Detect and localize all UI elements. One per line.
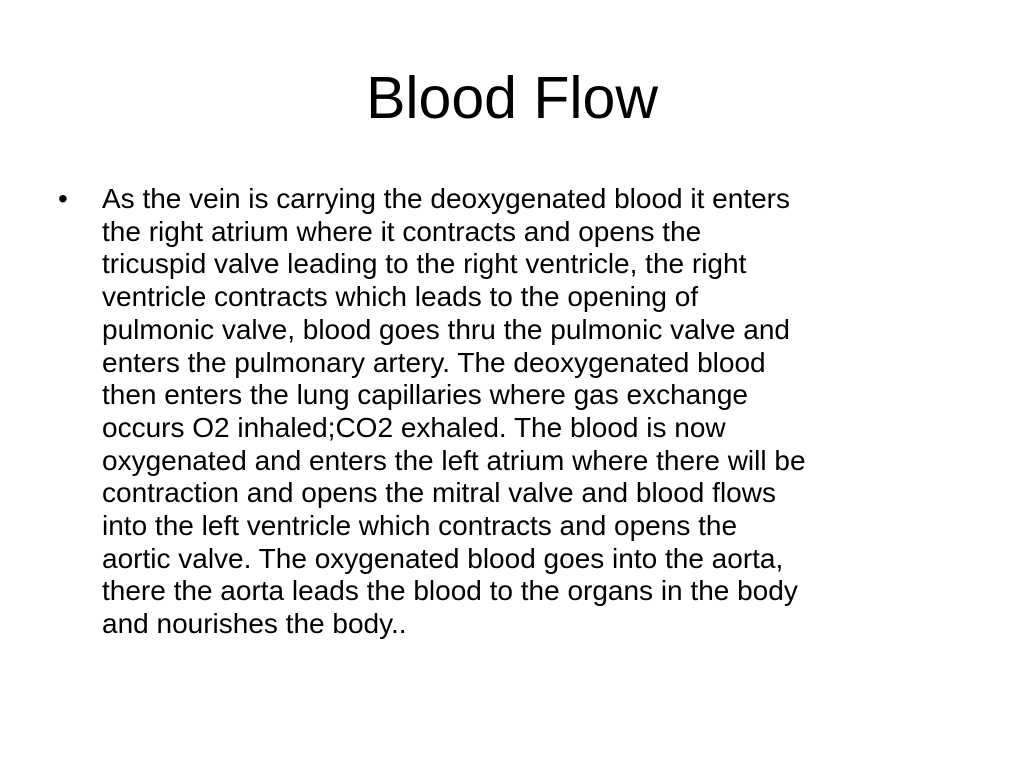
bullet-marker: •	[58, 183, 68, 214]
slide-title: Blood Flow	[366, 65, 658, 131]
bullet-item	[58, 183, 970, 641]
bullet-text: As the vein is carrying the deoxygenated blood it enters the right atrium where it contracts and opens the tricuspid valve leading to the right ventricle, the right ventricle contracts which leads to the opening of pulmonic valve, blood goes thru the pulmonic valve and enters the pulmonary artery. The deoxygenated blood then enters the lung capillaries where gas exchange occurs O2 inhaled;CO2 exhaled. The blood is now oxygenated and enters the left atrium where there will be contraction and opens the mitral valve and blood flows into the left ventricle which contracts and opens the aortic valve. The oxygenated blood goes into the aorta, there the aorta leads the blood to the organs in the body and nourishes the body..	[102, 183, 806, 640]
bullet-list	[58, 183, 970, 641]
